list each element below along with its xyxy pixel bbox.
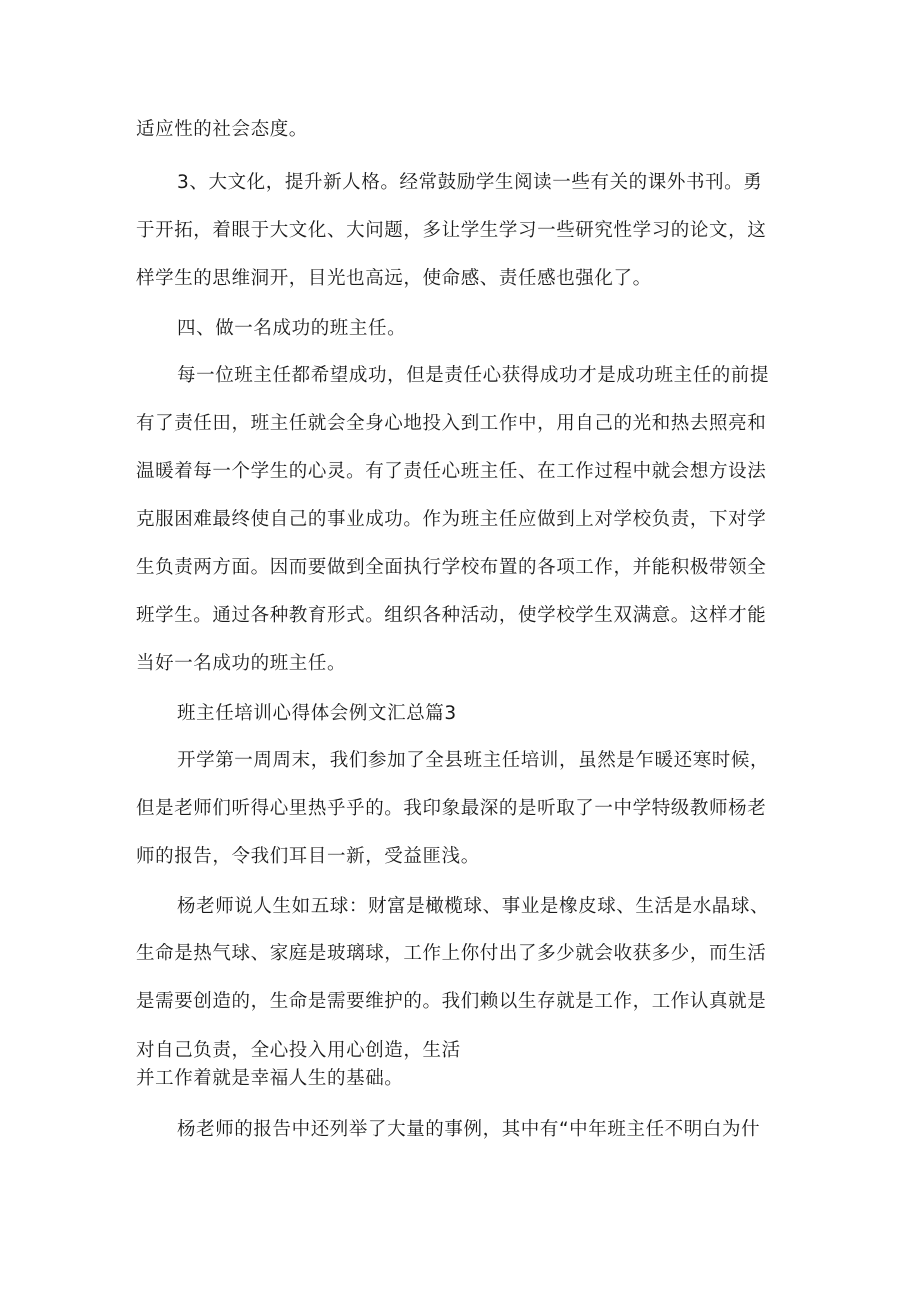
text-line: 对自己负责，全心投入用心创造，生活 [136,1040,461,1061]
section-heading: 四、做一名成功的班主任。 [177,318,407,339]
text-line: 师的报告，令我们耳目一新，受益匪浅。 [136,846,480,867]
text-line: 生命是热气球、家庭是玻璃球，工作上你付出了多少就会收获多少，而生活 [136,943,767,964]
text-line: 温暖着每一个学生的心灵。有了责任心班主任、在工作过程中就会想方设法 [136,461,767,482]
text-line: 克服困难最终使自己的事业成功。作为班主任应做到上对学校负责，下对学 [136,509,767,530]
text-line: 样学生的思维洞开，目光也高远，使命感、责任感也强化了。 [136,268,652,289]
text-line: 生负责两方面。因而要做到全面执行学校布置的各项工作，并能积极带领全 [136,557,767,578]
article-heading: 班主任培训心得体会例文汇总篇3 [177,703,457,724]
text-line: 杨老师说人生如五球：财富是橄榄球、事业是橡皮球、生活是水晶球、 [177,896,770,917]
text-line: 班学生。通过各种教育形式。组织各种活动，使学校学生双满意。这样才能 [136,605,767,626]
text-line: 杨老师的报告中还列举了大量的事例，其中有“中年班主任不明白为什 [177,1119,761,1140]
text-line: 3、大文化，提升新人格。经常鼓励学生阅读一些有关的课外书刊。勇 [177,172,763,193]
text-line: 开学第一周周末，我们参加了全县班主任培训，虽然是乍暖还寒时候， [177,750,770,771]
text-line: 每一位班主任都希望成功，但是责任心获得成功才是成功班主任的前提 [177,365,770,386]
text-line: 适应性的社会态度。 [136,119,308,140]
text-line: 有了责任田，班主任就会全身心地投入到工作中，用自己的光和热去照亮和 [136,413,767,434]
text-line: 当好一名成功的班主任。 [136,653,347,674]
text-line: 于开拓，着眼于大文化、大问题，多让学生学习一些研究性学习的论文，这 [136,220,767,241]
text-line: 但是老师们听得心里热乎乎的。我印象最深的是听取了一中学特级教师杨老 [136,798,767,819]
text-line: 并工作着就是幸福人生的基础。 [136,1068,404,1089]
text-line: 是需要创造的，生命是需要维护的。我们赖以生存就是工作，工作认真就是 [136,991,767,1012]
